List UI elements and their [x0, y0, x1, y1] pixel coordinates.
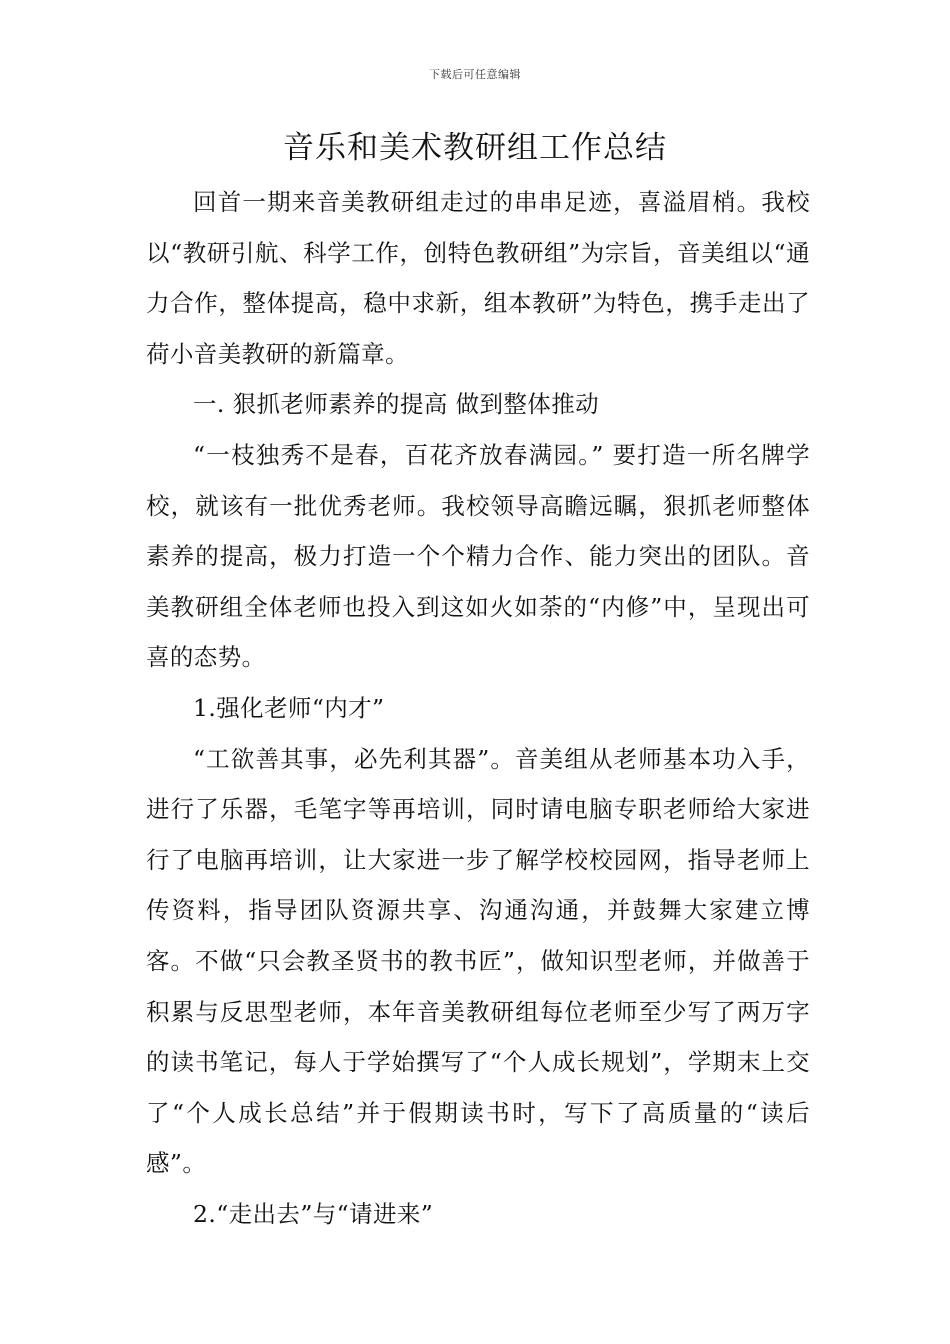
document-body: [146, 177, 810, 1239]
subsection-heading-1: 1.强化老师“内才”: [193, 693, 385, 722]
subsection-heading-2: 2.“走出去”与“请进来”: [193, 1199, 434, 1228]
section-heading-1: 一. 狠抓老师素养的提高 做到整体推动: [193, 390, 600, 419]
subsection-1-paragraph: “工欲善其事，必先利其器”。音美组从老师基本功入手，进行了乐器，毛笔字等再培训，同时请电脑专职老师给大家进行了电脑再培训，让大家进一步了解学校校园网，指导老师上传资料，指导团队资源共享、沟通沟通，并鼓舞大家建立博客。不做“只会教圣贤书的教书匠”，做知识型老师，并做善于积累与反思型老师，本年音美教研组每位老师至少写了两万字的读书笔记，每人于学始撰写了“个人成长规划”，学期末上交了“个人成长总结”并于假期读书时，写下了高质量的“读后感”。: [146, 744, 810, 1178]
header-note: 下载后可任意编辑: [429, 68, 521, 81]
section-1-paragraph: “一枝独秀不是春，百花齐放春满园。” 要打造一所名牌学校，就该有一批优秀老师。我校领导高瞻远瞩，狠抓老师整体素养的提高，极力打造一个个精力合作、能力突出的团队。音美教研组全体老师也投入到这如火如荼的“内修”中，呈现出可喜的态势。: [146, 440, 810, 672]
intro-paragraph: 回首一期来音美教研组走过的串串足迹，喜溢眉梢。我校以“教研引航、科学工作，创特色教研组”为宗旨，音美组以“通力合作，整体提高，稳中求新，组本教研”为特色，携手走出了荷小音美教研的新篇章。: [146, 188, 810, 368]
document-title: 音乐和美术教研组工作总结: [283, 130, 667, 166]
